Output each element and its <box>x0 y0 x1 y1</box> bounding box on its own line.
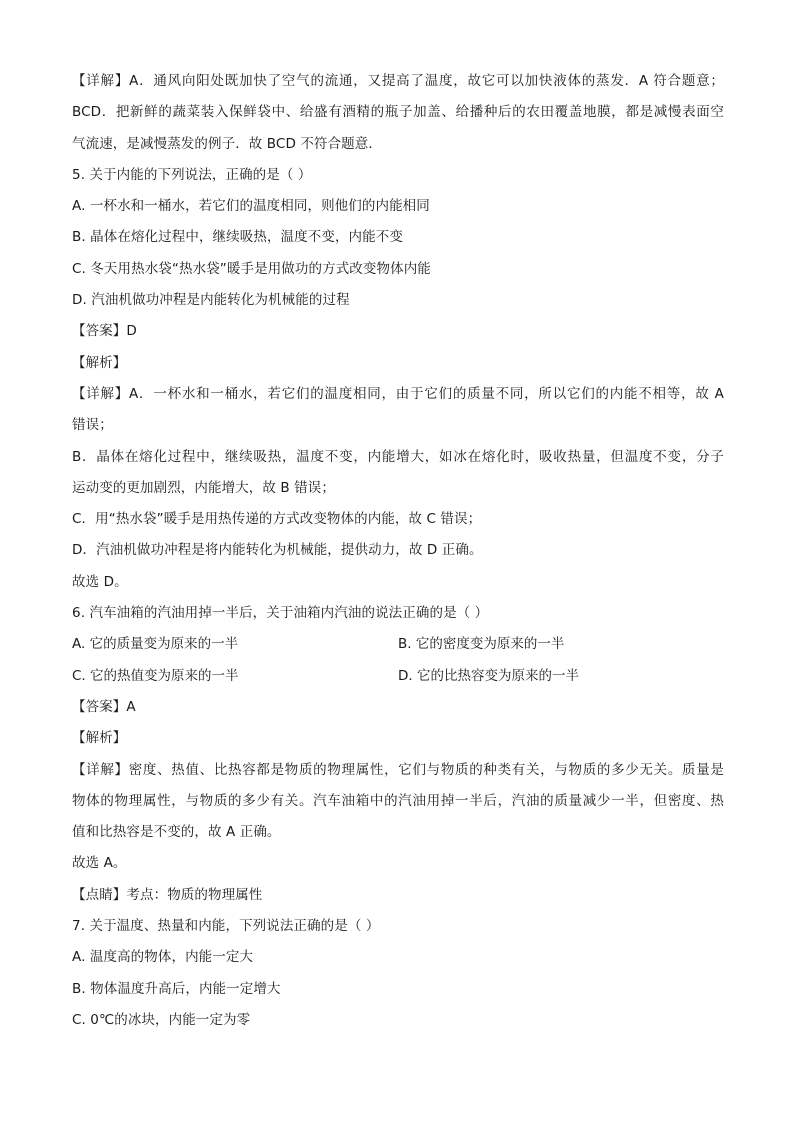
text-line: 【解析】 <box>72 354 127 371</box>
text-line: 【答案】A <box>72 698 136 715</box>
text-line: C. 冬天用热水袋“热水袋”暖手是用做功的方式改变物体内能 <box>72 260 431 277</box>
text-line: B. 晶体在熔化过程中，继续吸热，温度不变，内能不变 <box>72 229 403 246</box>
text-line: 5. 关于内能的下列说法，正确的是（ ） <box>72 166 312 183</box>
option-right: D. 它的比热容变为原来的一半 <box>398 667 579 684</box>
text-line: 【解析】 <box>72 730 127 747</box>
text-line: 错误； <box>72 417 113 434</box>
option-row <box>72 661 724 692</box>
q6-options <box>72 629 724 692</box>
text-line: B．晶体在熔化过程中，继续吸热，温度不变，内能增大，如冰在熔化时，吸收热量，但温度不变，分子 <box>72 448 724 465</box>
text-line: D. 汽油机做功冲程是内能转化为机械能的过程 <box>72 292 350 309</box>
option-left: A. 它的质量变为原来的一半 <box>72 636 239 653</box>
text-line: 7. 关于温度、热量和内能，下列说法正确的是（ ） <box>72 918 380 935</box>
text-line: 【详解】密度、热值、比热容都是物质的物理属性，它们与物质的种类有关，与物质的多少无关。质量是 <box>72 761 724 778</box>
text-line: 值和比热容是不变的，故 A 正确。 <box>72 824 281 841</box>
text-line: BCD．把新鲜的蔬菜装入保鲜袋中、给盛有酒精的瓶子加盖、给播种后的农田覆盖地膜，都是减慢表面空 <box>72 104 724 121</box>
text-line: 【答案】D <box>72 323 137 340</box>
text-line: 物体的物理属性，与物质的多少有关。汽车油箱中的汽油用掉一半后，汽油的质量减少一半，但密度、热 <box>72 792 724 809</box>
text-line: A. 温度高的物体，内能一定大 <box>72 949 254 966</box>
text-line: 【点睛】考点：物质的物理属性 <box>72 886 263 903</box>
text-line: C. 0℃的冰块，内能一定为零 <box>72 1011 251 1028</box>
text-line: 【详解】A．一杯水和一桶水，若它们的温度相同，由于它们的质量不同，所以它们的内能不相等，故 A <box>72 385 724 402</box>
text-block-q5 <box>72 66 724 629</box>
option-right: B. 它的密度变为原来的一半 <box>398 636 565 653</box>
option-row <box>72 629 724 660</box>
option-left: C. 它的热值变为原来的一半 <box>72 667 239 684</box>
text-line: A. 一杯水和一桶水，若它们的温度相同，则他们的内能相同 <box>72 198 430 215</box>
text-line: 6. 汽车油箱的汽油用掉一半后，关于油箱内汽油的说法正确的是（ ） <box>72 605 489 622</box>
text-line: 运动变的更加剧烈，内能增大，故 B 错误； <box>72 479 335 496</box>
text-line: 故选 D。 <box>72 573 128 590</box>
text-line: B. 物体温度升高后，内能一定增大 <box>72 980 281 997</box>
document-content <box>72 66 724 1036</box>
text-line: 气流速，是减慢蒸发的例子．故 BCD 不符合题意． <box>72 135 382 152</box>
text-line: D．汽油机做功冲程是将内能转化为机械能，提供动力，故 D 正确。 <box>72 542 483 559</box>
text-line: 故选 A。 <box>72 855 127 872</box>
text-line: C．用“热水袋”暖手是用热传递的方式改变物体的内能，故 C 错误； <box>72 511 482 528</box>
text-line: 【详解】A．通风向阳处既加快了空气的流通，又提高了温度，故它可以加快液体的蒸发．A 符合题意； <box>72 73 724 89</box>
text-block-q6-q7 <box>72 692 724 1036</box>
